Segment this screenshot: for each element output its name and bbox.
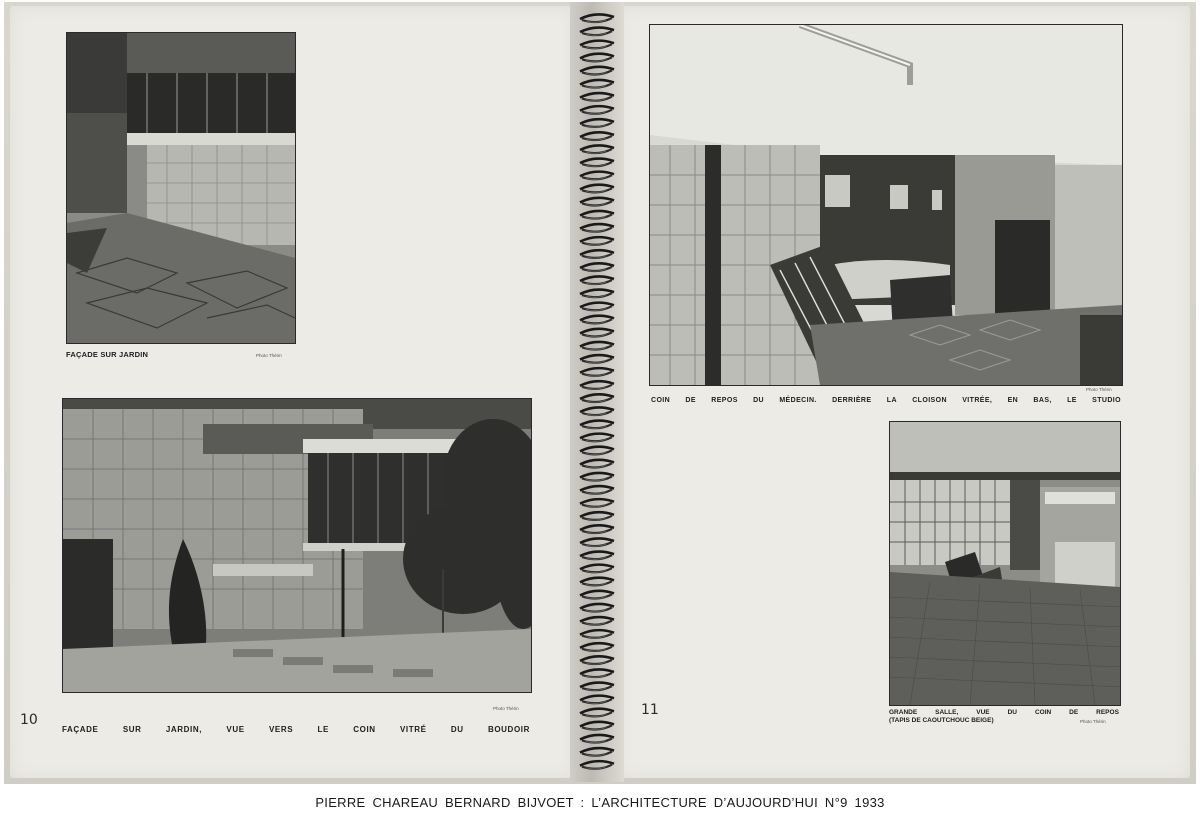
caption-word: VUE [226, 725, 245, 734]
caption-word: BAS, [1033, 397, 1052, 404]
caption-word: SALLE, [935, 709, 959, 716]
spiral-coil [580, 552, 614, 560]
page-number-right: 11 [641, 702, 659, 718]
spiral-coil [580, 538, 614, 546]
spiral-coil [580, 525, 614, 533]
spiral-coil [580, 329, 614, 337]
spiral-coil [580, 250, 614, 258]
spiral-coil [580, 394, 614, 402]
spiral-coil [580, 591, 614, 599]
spiral-coil [580, 447, 614, 455]
spiral-coil [580, 198, 614, 206]
spiral-coil [580, 421, 614, 429]
spiral-coil [580, 342, 614, 350]
caption-facade-garden: FAÇADE SUR JARDIN [66, 350, 149, 359]
spiral-coil [580, 499, 614, 507]
spiral-coil [580, 28, 614, 36]
spiral-coil [580, 106, 614, 114]
caption-word: LE [317, 725, 329, 734]
spiral-coil [580, 460, 614, 468]
caption-word: COIN [651, 397, 671, 404]
spiral-coil [580, 735, 614, 743]
caption-word: VITRÉ [400, 725, 427, 734]
caption-grand-hall-line1 [889, 709, 1119, 717]
spiral-coil [580, 709, 614, 717]
spiral-coil [580, 41, 614, 49]
caption-word: VITRÉE, [962, 397, 993, 404]
caption-word: LE [1067, 397, 1077, 404]
spiral-binding [574, 4, 620, 780]
spiral-coil [580, 434, 614, 442]
caption-word: DE [1069, 709, 1079, 716]
caption-word: LA [886, 397, 897, 404]
caption-word: REPOS [711, 397, 738, 404]
spiral-coil [580, 119, 614, 127]
spiral-coil [580, 263, 614, 271]
spiral-coil [580, 656, 614, 664]
spiral-coil [580, 722, 614, 730]
photo-facade-boudoir [62, 398, 532, 693]
photo-facade-garden [66, 32, 296, 344]
spiral-coil [580, 368, 614, 376]
spiral-coil [580, 132, 614, 140]
caption-word: GRANDE [889, 709, 918, 716]
caption-word: DERRIÈRE [832, 397, 872, 404]
caption-rest-corner [651, 397, 1121, 404]
spiral-coil [580, 473, 614, 481]
spiral-coil [580, 172, 614, 180]
spiral-coil [580, 145, 614, 153]
caption-word: JARDIN, [165, 725, 203, 734]
caption-word: MÉDECIN. [779, 397, 817, 404]
photo-grand-hall [889, 421, 1121, 706]
spiral-coil [580, 185, 614, 193]
photo-rest-corner [649, 24, 1123, 386]
footer-citation: PIERRE CHAREAU BERNARD BIJVOET : L’ARCHITECTURE D’AUJOURD’HUI N°9 1933 [315, 795, 885, 810]
spiral-coil [580, 14, 614, 22]
spiral-coil [580, 316, 614, 324]
spiral-coil [580, 303, 614, 311]
spiral-coil [580, 630, 614, 638]
spiral-coil [580, 93, 614, 101]
spiral-coil [580, 67, 614, 75]
spiral-coil [580, 669, 614, 677]
spiral-coil [580, 604, 614, 612]
spiral-coil [580, 565, 614, 573]
spiral-coil [580, 290, 614, 298]
spiral-coil [580, 761, 614, 769]
caption-word: VUE [976, 709, 990, 716]
spiral-coil [580, 407, 614, 415]
caption-word: BOUDOIR [487, 725, 530, 734]
page-number-left: 10 [20, 712, 38, 728]
spiral-coil [580, 512, 614, 520]
credit-rest-corner: Photo Thérin [1086, 387, 1112, 392]
spiral-coil [580, 696, 614, 704]
spiral-coil [580, 80, 614, 88]
caption-grand-hall-line2: (TAPIS DE CAOUTCHOUC BEIGE) [889, 717, 994, 724]
spiral-coil [580, 224, 614, 232]
spiral-coil [580, 237, 614, 245]
caption-word: COIN [1034, 709, 1052, 716]
spiral-coil [580, 683, 614, 691]
spiral-coil [580, 748, 614, 756]
caption-facade-boudoir [62, 725, 530, 734]
caption-word: REPOS [1096, 709, 1119, 716]
spiral-coil [580, 578, 614, 586]
spiral-coil [580, 643, 614, 651]
caption-word: DU [1007, 709, 1017, 716]
caption-word: DE [685, 397, 696, 404]
credit-facade-boudoir: Photo Thérin [493, 706, 519, 711]
spiral-coil [580, 381, 614, 389]
caption-word: DU [753, 397, 765, 404]
credit-grand-hall: Photo Thérin [1080, 719, 1106, 724]
caption-word: FAÇADE [62, 725, 99, 734]
spiral-coil [580, 211, 614, 219]
caption-word: EN [1007, 397, 1019, 404]
spiral-coil [580, 276, 614, 284]
caption-word: DU [450, 725, 464, 734]
spiral-coil [580, 54, 614, 62]
credit-facade-garden: Photo Thérin [256, 353, 282, 358]
caption-word: VERS [268, 725, 294, 734]
spiral-coil [580, 355, 614, 363]
caption-word: SUR [122, 725, 142, 734]
caption-word: COIN [353, 725, 376, 734]
spiral-coil [580, 486, 614, 494]
spiral-coil [580, 159, 614, 167]
caption-word: STUDIO [1092, 397, 1121, 404]
caption-word: CLOISON [912, 397, 947, 404]
spiral-coil [580, 617, 614, 625]
